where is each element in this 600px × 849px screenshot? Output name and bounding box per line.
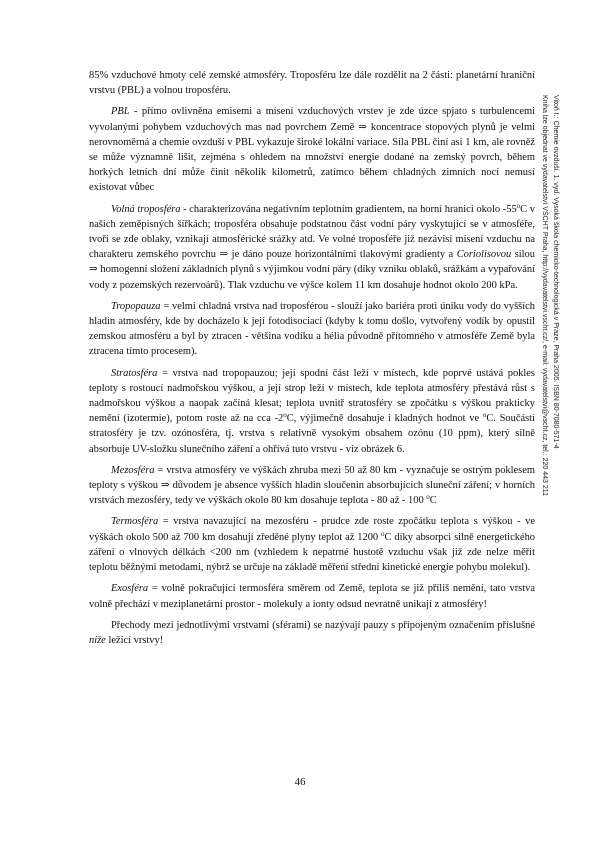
paragraph <box>89 581 535 611</box>
text-span: Přechody mezi jednotlivými vrstvami (sférami) se nazývají pauzy s připojeným označením příslušné <box>111 619 535 631</box>
text-span: = volně pokračující termosféra směrem od Země, teplota se již příliš nemění, tato vrstva volně přechází v meziplanetární prostor - molekuly a ionty odsud nevratně unikají z atmosféry! <box>89 583 535 610</box>
text-span: = vrstva navazující na mezosféru - prudce zde roste zpočátku teplota s výškou - ve výškách okolo 500 až 700 km dosahují zředěné plyny teplot až 1200 <box>89 516 535 543</box>
degree-superscript: o <box>381 529 385 538</box>
term-italic: Coriolisovou <box>456 249 512 261</box>
paragraph <box>89 68 535 98</box>
text-span: 85% vzduchové hmoty celé zemské atmosféry. Troposféru lze dále rozdělit na 2 části: planetární hraniční vrstvu (PBL) a volnou troposféru. <box>89 70 535 97</box>
degree-superscript: o <box>426 493 430 502</box>
publication-note-ordering: Kniha lze objednat ve vydavatelství VŠCHT Praha, http://vydavatelstvi.vscht.cz/, e-mail: vydavatelstvi@vscht.cz, tel.: 220 443 211 <box>541 95 549 496</box>
text-span: C, výjimečně dosahuje i kladných hodnot ve <box>286 413 483 425</box>
term-italic: níže <box>89 634 106 646</box>
publication-note-citation: Vitoň I.: Chemie ovzduší. 1. vyd. Vysoká škola chemicko-technologická v Praze, Praha 2005. ISBN 80-7080-571-4 <box>552 95 559 449</box>
text-span: silou ⇒ homogenní složení základních plynů s výjimkou vodní páry (díky vzniku oblaků, srážkám a vypařování vody z pozemských rezervoárů). Tlak vzduchu ve výšce kolem 11 km dosahuje hodnot okolo 200 kPa. <box>89 249 535 291</box>
text-span: - přímo ovlivněna emisemi a mísení vzduchových vrstev je zde úzce spjato s turbulencemi vyvolanými pohybem vzduchových mas nad povrchem Země ⇒ koncentrace stopových plynů je velmi nerovnoměrná a chemie ovzduší v PBL vykazuje široké lokální variace. Síla PBL činí asi 1 km, ale rovněž se může významně lišit, zejména s ohledem na množství energie dodané na zemský povrch, během horkých letních dní může činit několik kilometrů, zatímco během chladných zimních nocí nemusí existovat vůbec <box>89 106 535 194</box>
page-number: 46 <box>294 776 306 788</box>
term-italic: Stratosféra <box>111 367 158 379</box>
publication-note <box>539 95 560 496</box>
main-text <box>89 68 535 648</box>
degree-superscript: o <box>482 411 487 420</box>
paragraph <box>89 366 535 457</box>
paragraph <box>89 514 535 575</box>
term-italic: Exosféra <box>111 583 149 595</box>
text-span: = vrstva atmosféry ve výškách zhruba mezi 50 až 80 km - vyznačuje se ostrým poklesem teploty s výškou ⇒ důvodem je absence vyšších hladin sloučenin absorbujících sluneční záření; v horních vrstvách mezosféry, tedy ve výškách okolo 80 km dosahuje teplota - 80 až - 100 <box>89 464 535 507</box>
text-span: = vrstva nad tropopauzou; její spodní část leží v místech, kde poprvé ustává pokles teploty s rostoucí nadmořskou výškou, a její strop leží v místech, kde teplota atmosféry přestává růst s nadmořskou výškou a naopak začíná klesat; teplota uvnitř stratosféry se zpočátku s výškou prakticky nemění (izotermie), potom roste až na cca -2 <box>89 367 535 425</box>
degree-superscript: o <box>283 411 287 420</box>
degree-superscript: o <box>516 201 521 210</box>
term-italic: Mezosféra <box>111 464 155 476</box>
text-span: - charakterizována negativním teplotním gradientem, na horní hranici okolo -55 <box>180 203 517 215</box>
paragraph <box>89 299 535 360</box>
text-span: C díky absorpci silně energetického záření o vlnových délkách <200 nm (vzhledem k nepatrné hustotě vzduchu však již zde nelze měřit teplotu běžnými metodami, nýbrž se určuje na základě měření střední kinetické energie pohybu molekul). <box>89 531 536 574</box>
paragraph <box>89 202 535 293</box>
term-italic: Termosféra <box>111 516 159 528</box>
text-span: C <box>429 495 437 507</box>
text-span: C. Součástí stratosféry je tzv. ozónosféra, tj. vrstva s relativně vysokým obsahem ozónu (10 ppm), který silně absorbuje UV-složku slunečního záření a ohřívá tuto vrstvu - viz obrázek 6. <box>89 413 535 455</box>
text-span: C v našich zeměpisných šířkách; troposféra obsahuje podstatnou část vodní páry vyskytující se v atmosféře, tvoří se zde oblaky, vznikají atmosférické srážky atd. Ve volné troposféře již nezávisí mísení vzduchu na charakteru zemského povrchu ⇒ je dáno pouze horizontálními tlakovými gradienty a <box>89 203 535 261</box>
text-span: = velmi chladná vrstva nad troposférou - slouží jako bariéra proti úniku vody do vyšších hladin atmosféry, kde by docházelo k její fotodisociaci (kdyby k tomu došlo, vytvořený vodík by opustil zemskou atmosféru a byl by ztracen - většina vodíku a hélia původně přítomného v atmosféře Země byla ztracena tímto procesem). <box>89 300 535 358</box>
term-italic: Tropopauza <box>111 300 161 312</box>
paragraph <box>89 463 535 509</box>
paragraph <box>89 104 535 195</box>
text-span: ležící vrstvy! <box>105 634 164 646</box>
term-italic: PBL <box>111 106 130 118</box>
paragraph <box>89 618 535 648</box>
term-italic: Volná troposféra <box>111 203 181 215</box>
